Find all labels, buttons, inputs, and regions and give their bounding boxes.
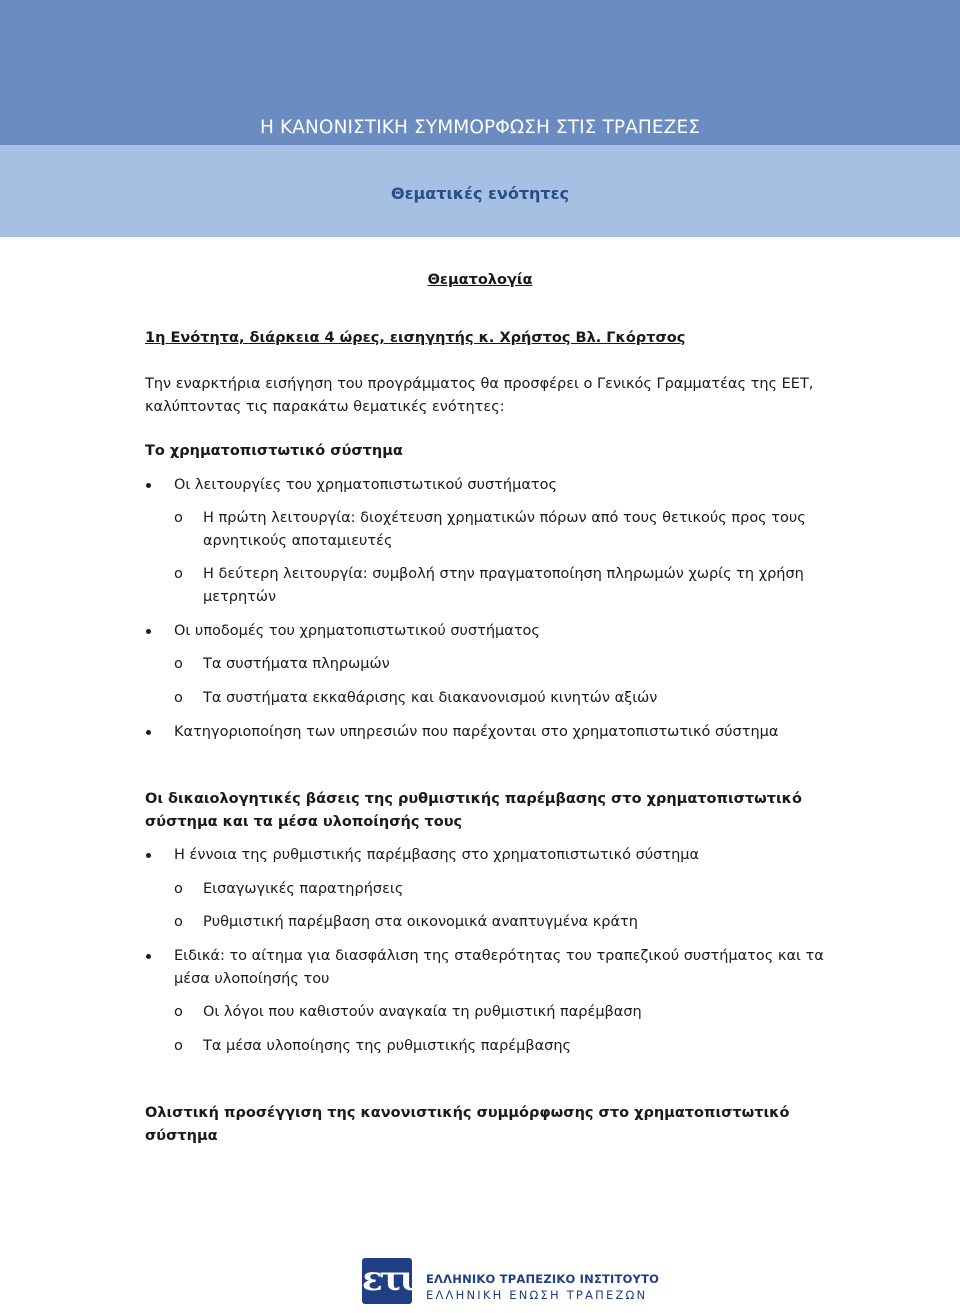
bullet-icon [146,954,151,959]
section-title: Ολιστική προσέγγιση της κανονιστικής συμμόρφωσης στο χρηματοπιστωτικό σύστημα [145,1105,790,1144]
document-subtitle: Θεματικές ενότητες [390,184,570,203]
list-subitem: o Οι λόγοι που καθιστούν αναγκαία τη ρυθμιστική παρέμβαση [145,1001,825,1024]
circle-bullet-icon: o [174,1004,183,1020]
circle-bullet-icon: o [174,914,183,930]
eti-logo-icon: ετι [362,1258,412,1304]
section-title: Οι δικαιολογητικές βάσεις της ρυθμιστικής παρέμβασης στο χρηματοπιστωτικό σύστημα και τα μέσα υλοποίησής τους [145,791,802,830]
logo-text-line-2: ΕΛΛΗΝΙΚΗ ΕΝΩΣΗ ΤΡΑΠΕΖΩΝ [426,1288,648,1302]
document-title: Η ΚΑΝΟΝΙΣΤΙΚΗ ΣΥΜΜΟΡΦΩΣΗ ΣΤΙΣ ΤΡΑΠΕΖΕΣ [259,117,701,138]
circle-bullet-icon: o [174,881,183,897]
list-subitem: o Τα μέσα υλοποίησης της ρυθμιστικής παρέμβασης [145,1035,825,1058]
circle-bullet-icon: o [174,566,183,582]
intro-line-2: καλύπτοντας τις παρακάτω θεματικές ενότητες: [145,399,505,415]
bullet-icon [146,730,151,735]
unit-line: 1η Ενότητα, διάρκεια 4 ώρες, εισηγητής κ. Χρήστος Βλ. Γκόρτσος [145,330,686,346]
circle-bullet-icon: o [174,690,183,706]
bullet-icon [146,629,151,634]
list-item: Η έννοια της ρυθμιστικής παρέμβασης στο χρηματοπιστωτικό σύστημα [145,844,825,867]
circle-bullet-icon: o [174,510,183,526]
list-subitem: o Τα συστήματα εκκαθάρισης και διακανονισμού κινητών αξιών [145,687,825,710]
section-title: Το χρηματοπιστωτικό σύστημα [145,443,403,459]
list-subitem: o Τα συστήματα πληρωμών [145,653,825,676]
list-item: Κατηγοριοποίηση των υπηρεσιών που παρέχονται στο χρηματοπιστωτικό σύστημα [145,721,825,744]
list-subitem: o Ρυθμιστική παρέμβαση στα οικονομικά αναπτυγμένα κράτη [145,911,825,934]
list-subitem: o Η δεύτερη λειτουργία: συμβολή στην πραγματοποίηση πληρωμών χωρίς τη χρήση μετρητών [145,563,825,609]
section-heading: Θεματολογία [427,272,533,288]
circle-bullet-icon: o [174,656,183,672]
list-subitem: o Εισαγωγικές παρατηρήσεις [145,878,825,901]
list-item: Οι υποδομές του χρηματοπιστωτικού συστήματος [145,620,825,643]
list-item: Οι λειτουργίες του χρηματοπιστωτικού συστήματος [145,474,825,497]
bullet-icon [146,853,151,858]
bullet-icon [146,483,151,488]
list-subitem: o Η πρώτη λειτουργία: διοχέτευση χρηματικών πόρων από τους θετικούς προς τους αρνητικούς αποταμιευτές [145,507,825,553]
circle-bullet-icon: o [174,1038,183,1054]
intro-line-1: Την εναρκτήρια εισήγηση του προγράμματος θα προσφέρει ο Γενικός Γραμματέας της ΕΕΤ, [145,376,814,392]
institute-logo [362,1258,660,1306]
logo-text-line-1: ΕΛΛΗΝΙΚΟ ΤΡΑΠΕΖΙΚΟ ΙΝΣΤΙΤΟΥΤΟ [426,1272,660,1286]
list-item: Ειδικά: το αίτημα για διασφάλιση της σταθερότητας του τραπεζικού συστήματος και τα μέσα υλοποίησής του [145,945,825,991]
